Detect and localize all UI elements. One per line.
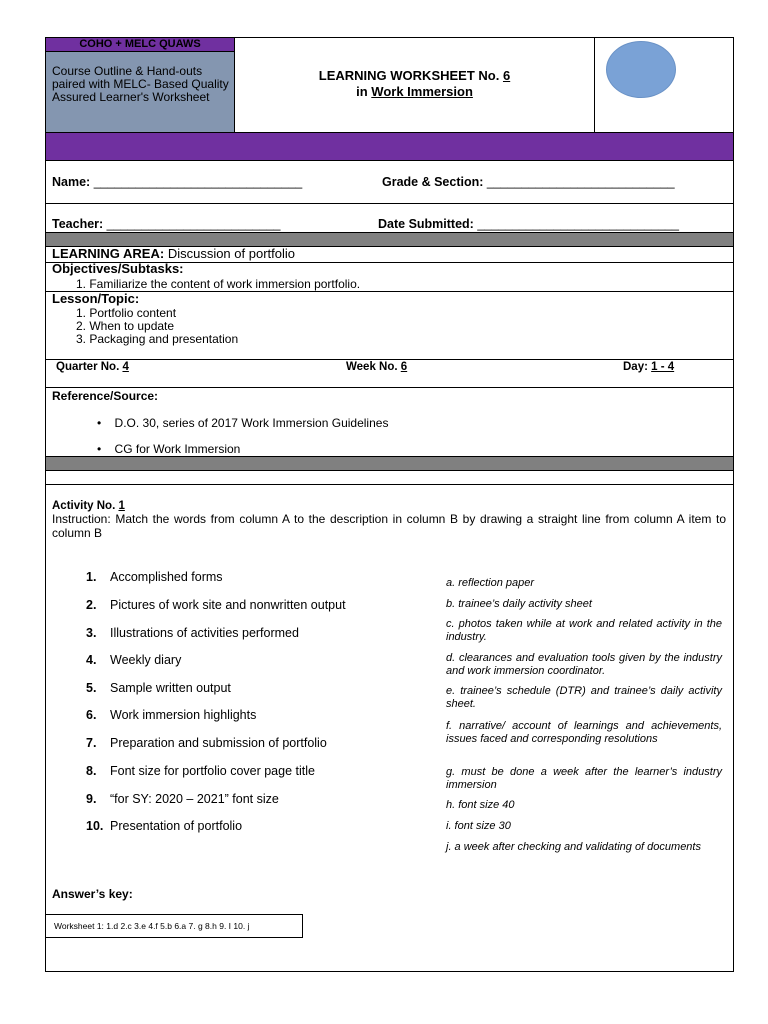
reference-label: Reference/Source: (52, 389, 159, 403)
column-b-item: j. a week after checking and validating of documents (446, 841, 701, 853)
column-b-item: d. clearances and evaluation tools given by the industry and work immersion coordinator. (446, 652, 722, 677)
column-a-number: 9. (86, 792, 97, 806)
worksheet-number: 6 (502, 68, 511, 83)
lesson-item: 2. When to update (76, 319, 175, 333)
divider (594, 37, 595, 133)
grade-row (382, 175, 675, 189)
reference-item (97, 416, 388, 430)
activity-number: 1 (118, 500, 125, 512)
reference-item (97, 442, 240, 456)
reference-text: D.O. 30, series of 2017 Work Immersion Guidelines (114, 416, 389, 430)
column-a-item (86, 708, 256, 722)
teacher-row (52, 217, 280, 231)
date-field[interactable]: _____________________________ (477, 217, 679, 231)
title-prefix: LEARNING WORKSHEET No. (318, 68, 500, 83)
name-row (52, 175, 302, 189)
answer-key-label: Answer’s key: (52, 887, 133, 901)
purple-band (46, 133, 733, 160)
column-a-text: Sample written output (110, 681, 231, 695)
quarter-label: Quarter No. (56, 361, 120, 373)
column-a-number: 1. (86, 570, 97, 584)
logo-circle (606, 41, 676, 98)
grade-label: Grade & Section: (382, 175, 484, 189)
column-a-item (86, 598, 346, 612)
worksheet-title (235, 68, 594, 100)
column-a-item (86, 570, 223, 584)
divider (45, 484, 734, 485)
column-b-item: h. font size 40 (446, 799, 515, 811)
column-b-item: c. photos taken while at work and related activity in the industry. (446, 618, 722, 643)
quarter (56, 360, 129, 374)
day (623, 360, 674, 374)
bullet-icon: • (97, 416, 102, 430)
objectives-label: Objectives/Subtasks: (52, 261, 184, 276)
column-b-item: b. trainee’s daily activity sheet (446, 598, 592, 610)
column-a-number: 4. (86, 653, 97, 667)
activity-instruction: Instruction: Match the words from column A to the description in column B by drawing a straight line from column A item to column B (52, 512, 726, 540)
week-label: Week No. (346, 361, 398, 373)
subtitle-prefix: in (356, 84, 368, 99)
column-b-item: f. narrative/ account of learnings and achievements, issues faced and corresponding resolutions (446, 720, 722, 745)
day-label: Day: (623, 361, 648, 373)
teacher-field[interactable]: _________________________ (106, 217, 281, 231)
column-a-text: Weekly diary (110, 653, 182, 667)
lesson-item: 3. Packaging and presentation (76, 332, 239, 346)
column-a-item (86, 792, 279, 806)
learning-area-label: LEARNING AREA: (52, 246, 165, 261)
column-b-item: g. must be done a week after the learner’s industry immersion (446, 766, 722, 791)
column-a-number: 6. (86, 708, 97, 722)
column-a-text: Font size for portfolio cover page title (110, 764, 315, 778)
reference-text: CG for Work Immersion (114, 442, 241, 456)
activity-label: Activity No. (52, 500, 116, 512)
course-outline-box (46, 52, 234, 132)
objective-item: 1. Familiarize the content of work immersion portfolio. (76, 277, 361, 291)
grade-field[interactable]: ___________________________ (486, 175, 675, 189)
teacher-label: Teacher: (52, 217, 104, 231)
learning-area-value: Discussion of portfolio (167, 246, 295, 261)
subject-name: Work Immersion (371, 84, 473, 99)
divider (45, 203, 734, 204)
course-outline-text: Course Outline & Hand-outs paired with MELC- Based Quality Assured Learner's Worksheet (52, 64, 229, 104)
column-a-number: 5. (86, 681, 97, 695)
coho-label-bar (46, 38, 234, 52)
column-b-item: i. font size 30 (446, 820, 511, 832)
coho-label: COHO + MELC QUAWS (79, 38, 201, 50)
activity-heading (52, 499, 125, 513)
learning-area (52, 247, 295, 261)
divider (45, 387, 734, 388)
day-value: 1 - 4 (651, 361, 675, 373)
lesson-item: 1. Portfolio content (76, 306, 177, 320)
column-a-text: Illustrations of activities performed (110, 626, 299, 640)
answer-key-text: Worksheet 1: 1.d 2.c 3.e 4.f 5.b 6.a 7. g 8.h 9. I 10. j (54, 921, 250, 931)
name-label: Name: (52, 175, 91, 189)
lesson-label: Lesson/Topic: (52, 291, 140, 306)
column-a-number: 3. (86, 626, 97, 640)
quarter-value: 4 (122, 361, 129, 373)
column-a-number: 2. (86, 598, 97, 612)
column-b-item: e. trainee’s schedule (DTR) and trainee’s daily activity sheet. (446, 685, 722, 710)
column-b-item: a. reflection paper (446, 577, 535, 589)
column-a-text: Presentation of portfolio (110, 819, 243, 833)
name-field[interactable]: ______________________________ (93, 175, 303, 189)
week-value: 6 (400, 361, 408, 373)
date-label: Date Submitted: (378, 217, 474, 231)
week (346, 360, 407, 374)
date-row (378, 217, 679, 231)
column-a-text: Pictures of work site and nonwritten output (110, 598, 346, 612)
column-a-item (86, 681, 231, 695)
column-a-item (86, 764, 315, 778)
divider (45, 291, 734, 292)
column-a-number: 7. (86, 736, 97, 750)
column-a-text: Work immersion highlights (110, 708, 257, 722)
divider (45, 160, 734, 161)
column-a-item (86, 736, 327, 750)
column-a-text: Preparation and submission of portfolio (110, 736, 327, 750)
column-a-text: Accomplished forms (110, 570, 223, 584)
column-a-number: 10. (86, 819, 104, 833)
column-a-item (86, 819, 242, 833)
bullet-icon: • (97, 442, 102, 456)
column-a-item (86, 626, 299, 640)
column-a-number: 8. (86, 764, 97, 778)
divider (45, 470, 734, 471)
column-a-item (86, 653, 181, 667)
gray-band (46, 233, 733, 246)
column-a-text: “for SY: 2020 – 2021” font size (110, 792, 279, 806)
answer-key-box (45, 914, 303, 938)
gray-band (46, 457, 733, 470)
